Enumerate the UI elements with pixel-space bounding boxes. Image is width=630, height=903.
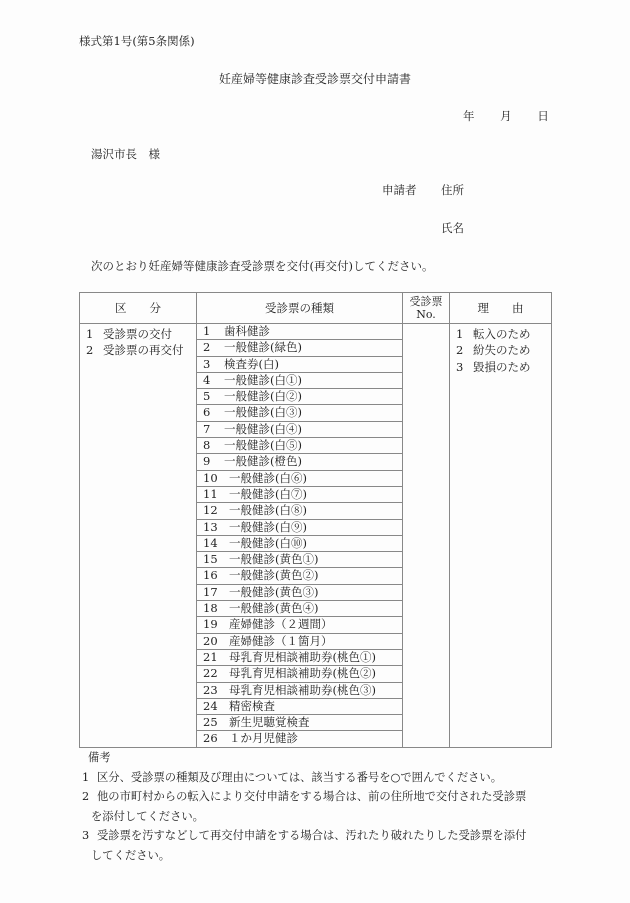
ticket-type-option[interactable] (197, 421, 403, 437)
category-option[interactable] (80, 342, 196, 358)
ticket-type-option[interactable] (197, 405, 403, 421)
ticket-type-number: 24 (203, 698, 218, 713)
ticket-type-option[interactable] (197, 715, 403, 731)
ticket-type-number: 23 (203, 682, 218, 697)
ticket-type-label: 検査券(白) (224, 356, 279, 371)
ticket-type-option[interactable] (197, 340, 403, 356)
category-cell (80, 324, 197, 748)
ticket-type-label: １か月児健診 (229, 731, 298, 746)
ticket-type-option[interactable] (197, 601, 403, 617)
ticket-type-option[interactable] (197, 633, 403, 649)
ticket-type-number: 4 (203, 372, 211, 387)
note-text: 区分、受診票の種類及び理由については、該当する番号を○で囲んでください。 (97, 770, 503, 784)
ticket-type-number: 9 (203, 454, 211, 469)
header-ticket-no (403, 293, 450, 324)
ticket-type-label: 一般健診(黄色④) (229, 601, 319, 616)
reason-number: 2 (456, 343, 464, 358)
reason-number: 1 (456, 327, 464, 341)
category-number: 2 (86, 343, 94, 358)
ticket-no-field[interactable] (403, 324, 450, 748)
ticket-type-label: 一般健診(黄色②) (229, 568, 319, 583)
ticket-type-number: 18 (203, 601, 218, 616)
ticket-type-number: 17 (203, 584, 218, 599)
ticket-type-label: 一般健診(白⑤) (224, 438, 302, 453)
ticket-type-label: 一般健診(白②) (224, 389, 302, 404)
ticket-type-option[interactable] (197, 389, 403, 405)
application-table (79, 292, 552, 748)
ticket-type-label: 一般健診(緑色) (224, 340, 302, 355)
ticket-type-option[interactable] (197, 584, 403, 600)
address-label: 住所 (441, 183, 464, 197)
ticket-type-number: 8 (203, 438, 211, 453)
ticket-type-option[interactable] (197, 649, 403, 665)
note-number: 2 (82, 790, 90, 803)
ticket-type-number: 3 (203, 356, 211, 371)
reason-label: 紛失のため (473, 343, 531, 358)
reason-option[interactable] (450, 326, 551, 342)
intro-text: 次のとおり妊産婦等健康診査受診票を交付(再交付)してください。 (91, 259, 434, 273)
ticket-type-option[interactable] (197, 519, 403, 535)
reason-label: 毀損のため (473, 359, 531, 374)
ticket-type-number: 26 (203, 731, 218, 746)
ticket-type-label: 母乳育児相談補助券(桃色③) (229, 682, 376, 697)
notes-title: 備考 (88, 751, 111, 764)
ticket-type-number: 5 (203, 389, 211, 404)
ticket-type-label: 一般健診(橙色) (224, 454, 302, 469)
ticket-type-label: 一般健診(黄色①) (229, 552, 319, 567)
ticket-type-option[interactable] (197, 568, 403, 584)
addressee: 湯沢市長 様 (91, 147, 160, 161)
ticket-type-label: 産婦健診（１箇月） (229, 633, 333, 648)
ticket-type-option[interactable] (197, 617, 403, 633)
ticket-type-number: 6 (203, 405, 211, 420)
ticket-type-number: 20 (203, 633, 218, 648)
ticket-type-number: 25 (203, 715, 218, 730)
ticket-type-label: 一般健診(白①) (224, 372, 302, 387)
ticket-type-number: 16 (203, 568, 218, 583)
note-text: 他の市町村からの転入により交付申請をする場合は、前の住所地で交付された受診票 (97, 790, 527, 803)
reason-label: 転入のため (473, 327, 531, 341)
ticket-type-option[interactable] (197, 698, 403, 714)
category-label: 受診票の交付 (103, 327, 172, 341)
ticket-type-option[interactable] (197, 356, 403, 372)
ticket-type-label: 一般健診(白④) (224, 421, 302, 436)
header-ticket-type: 受診票の種類 (197, 293, 403, 324)
category-number: 1 (86, 327, 94, 341)
ticket-type-option[interactable] (197, 324, 403, 340)
ticket-type-option[interactable] (197, 372, 403, 388)
date-year-label: 年 (463, 109, 475, 123)
ticket-type-number: 19 (203, 617, 218, 632)
ticket-type-option[interactable] (197, 470, 403, 486)
ticket-type-option[interactable] (197, 731, 403, 747)
reason-number: 3 (456, 359, 464, 374)
ticket-type-number: 1 (203, 324, 211, 338)
note-text: 受診票を汚すなどして再交付申請をする場合は、汚れたり破れたりした受診票を添付 (97, 829, 527, 842)
note-item (82, 826, 538, 865)
ticket-type-label: 一般健診(白③) (224, 405, 302, 420)
applicant-label: 申請者 (382, 183, 417, 197)
ticket-type-option[interactable] (197, 682, 403, 698)
reason-option[interactable] (450, 342, 551, 358)
note-item (82, 768, 538, 788)
reason-cell (450, 324, 552, 748)
note-text-continued: してください。 (91, 848, 171, 862)
ticket-type-option[interactable] (197, 503, 403, 519)
header-ticket-no-line1: 受診票 (409, 295, 443, 308)
ticket-type-option[interactable] (197, 438, 403, 454)
ticket-type-number: 7 (203, 421, 211, 436)
category-option[interactable] (80, 326, 196, 342)
ticket-type-number: 2 (203, 340, 211, 355)
ticket-type-number: 11 (203, 486, 218, 501)
ticket-type-label: 精密検査 (229, 698, 275, 713)
ticket-type-number: 21 (203, 649, 218, 664)
ticket-type-label: 母乳育児相談補助券(桃色①) (229, 649, 376, 664)
ticket-type-label: 一般健診(白⑥) (229, 470, 307, 485)
ticket-type-label: 一般健診(白⑦) (229, 486, 307, 501)
name-label: 氏名 (441, 221, 464, 235)
note-number: 1 (82, 770, 90, 784)
ticket-type-label: 歯科健診 (224, 324, 270, 338)
note-item (82, 787, 538, 826)
ticket-type-number: 12 (203, 503, 218, 518)
header-ticket-no-line2: No. (416, 308, 436, 321)
document-title: 妊産婦等健康診査受診票交付申請書 (218, 72, 411, 86)
ticket-type-label: 一般健診(白⑩) (229, 535, 307, 550)
ticket-type-number: 10 (203, 470, 218, 485)
ticket-type-number: 13 (203, 519, 218, 534)
ticket-type-label: 一般健診(黄色③) (229, 584, 319, 599)
form-number: 様式第1号(第5条関係) (79, 34, 195, 48)
ticket-type-label: 一般健診(白⑧) (229, 503, 307, 518)
reason-option[interactable] (450, 359, 551, 375)
ticket-type-label: 新生児聴覚検査 (229, 715, 310, 730)
ticket-type-number: 22 (203, 666, 218, 681)
ticket-type-number: 15 (203, 552, 218, 567)
ticket-type-option[interactable] (197, 486, 403, 502)
date-day-label: 日 (537, 109, 549, 123)
ticket-type-option[interactable] (197, 666, 403, 682)
ticket-type-number: 14 (203, 535, 218, 550)
ticket-type-option[interactable] (197, 535, 403, 551)
ticket-type-label: 産婦健診（２週間） (229, 617, 333, 632)
header-category: 区 分 (80, 293, 197, 324)
ticket-type-label: 一般健診(白⑨) (229, 519, 307, 534)
date-month-label: 月 (500, 109, 512, 123)
table-row (80, 324, 552, 340)
ticket-type-label: 母乳育児相談補助券(桃色②) (229, 666, 376, 681)
header-reason: 理 由 (450, 293, 552, 324)
notes-section (82, 748, 538, 865)
note-number: 3 (82, 829, 90, 842)
date-line (463, 108, 549, 124)
note-text-continued: を添付してください。 (91, 809, 204, 823)
category-label: 受診票の再交付 (103, 343, 184, 358)
ticket-type-option[interactable] (197, 454, 403, 470)
ticket-type-option[interactable] (197, 552, 403, 568)
